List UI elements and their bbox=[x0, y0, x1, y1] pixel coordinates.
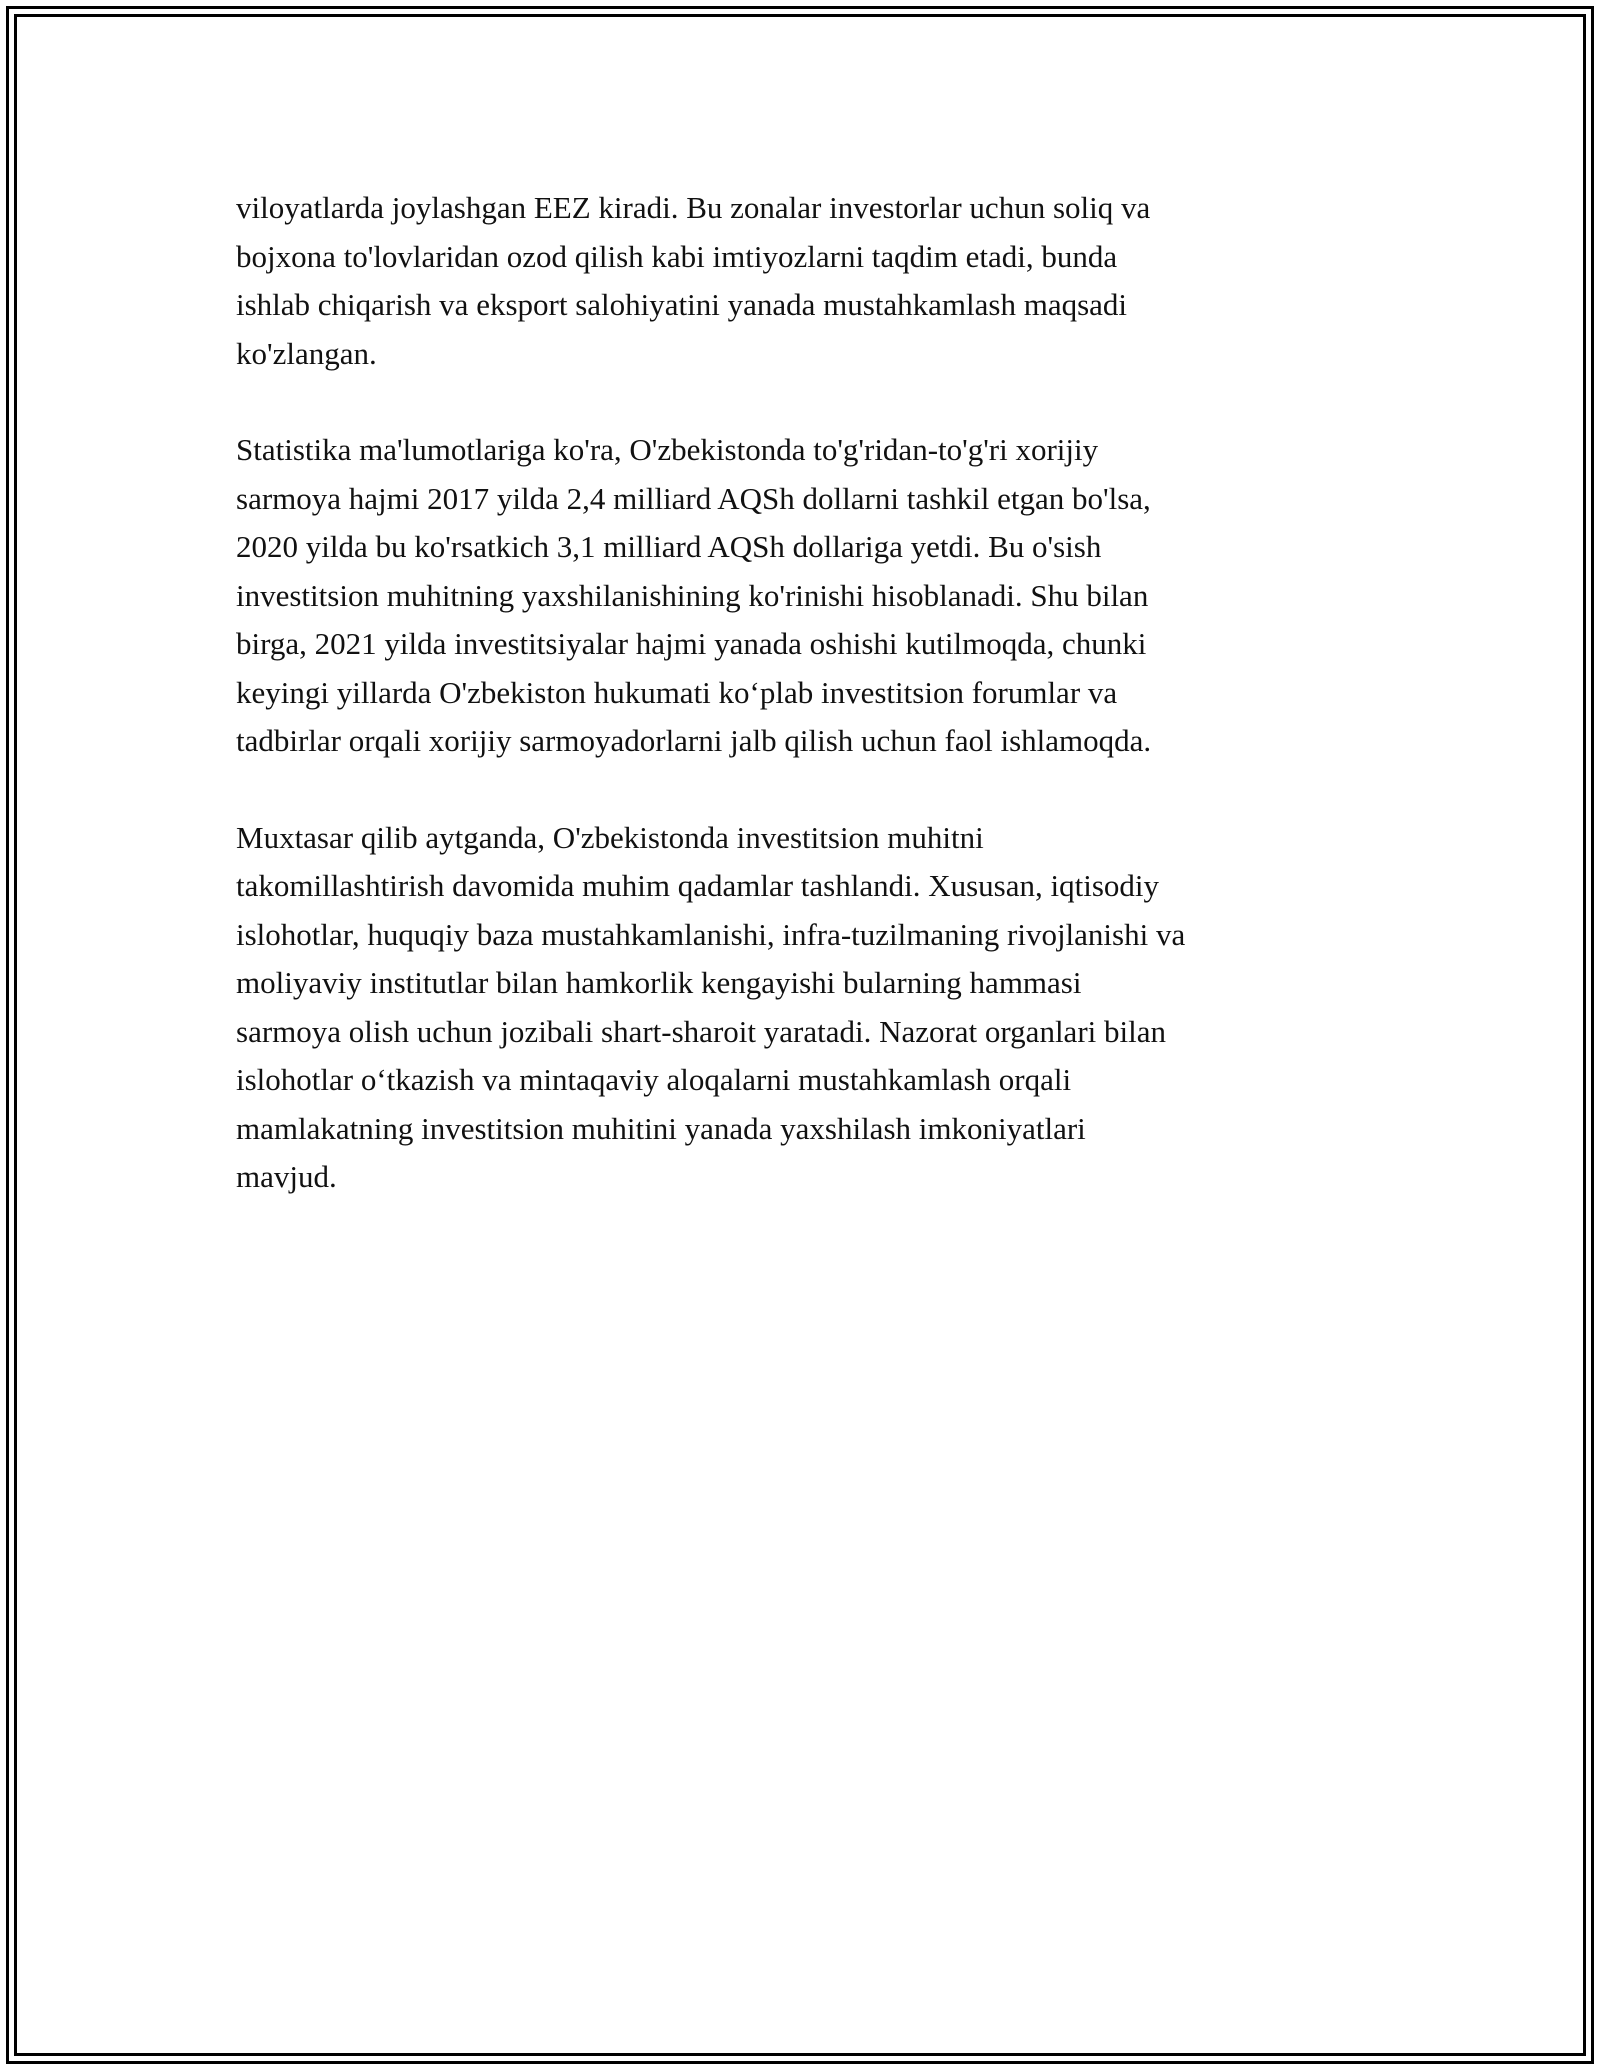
paragraph-line: ishlab chiqarish va eksport salohiyatini yanada mustahkamlash maqsadi bbox=[236, 287, 1128, 322]
paragraph-line: tadbirlar orqali xorijiy sarmoyadorlarni jalb qilish uchun faol ishlamoqda. bbox=[236, 723, 1152, 758]
paragraph-line: Muxtasar qilib aytganda, O'zbekistonda investitsion muhitni bbox=[236, 819, 984, 855]
paragraph-2 bbox=[236, 426, 1366, 766]
paragraph-line: mavjud. bbox=[236, 1159, 337, 1194]
paragraph-line: moliyaviy institutlar bilan hamkorlik kengayishi bularning hammasi bbox=[236, 965, 1082, 1000]
document-body bbox=[236, 184, 1366, 1250]
paragraph-line: islohotlar o‘tkazish va mintaqaviy aloqalarni mustahkamlash orqali bbox=[236, 1062, 1072, 1097]
paragraph-line: keyingi yillarda O'zbekiston hukumati ko‘plab investitsion forumlar va bbox=[236, 674, 1118, 710]
paragraph-line: bojxona to'lovlaridan ozod qilish kabi imtiyozlarni taqdim etadi, bunda bbox=[236, 238, 1118, 274]
paragraph-line: Statistika ma'lumotlariga ko'ra, O'zbekistonda to'g'ridan-to'g'ri xorijiy bbox=[236, 432, 1099, 467]
paragraph-line: sarmoya hajmi 2017 yilda 2,4 milliard AQSh dollarni tashkil etgan bo'lsa, bbox=[236, 480, 1151, 516]
paragraph-3 bbox=[236, 814, 1366, 1202]
paragraph-line: ko'zlangan. bbox=[236, 335, 377, 371]
paragraph-line: birga, 2021 yilda investitsiyalar hajmi yanada oshishi kutilmoqda, chunki bbox=[236, 626, 1147, 661]
paragraph-line: mamlakatning investitsion muhitini yanada yaxshilash imkoniyatlari bbox=[236, 1110, 1086, 1146]
paragraph-line: viloyatlarda joylashgan EEZ kiradi. Bu zonalar investorlar uchun soliq va bbox=[236, 190, 1151, 225]
paragraph-line: investitsion muhitning yaxshilanishining ko'rinishi hisoblanadi. Shu bilan bbox=[236, 577, 1149, 613]
paragraph-1 bbox=[236, 184, 1366, 378]
paragraph-line: 2020 yilda bu ko'rsatkich 3,1 milliard AQSh dollariga yetdi. Bu o'sish bbox=[236, 529, 1102, 564]
paragraph-line: takomillashtirish davomida muhim qadamlar tashlandi. Xususan, iqtisodiy bbox=[236, 868, 1159, 903]
paragraph-line: islohotlar, huquqiy baza mustahkamlanishi, infra-tuzilmaning rivojlanishi va bbox=[236, 916, 1186, 952]
paragraph-line: sarmoya olish uchun jozibali shart-sharoit yaratadi. Nazorat organlari bilan bbox=[236, 1013, 1166, 1049]
